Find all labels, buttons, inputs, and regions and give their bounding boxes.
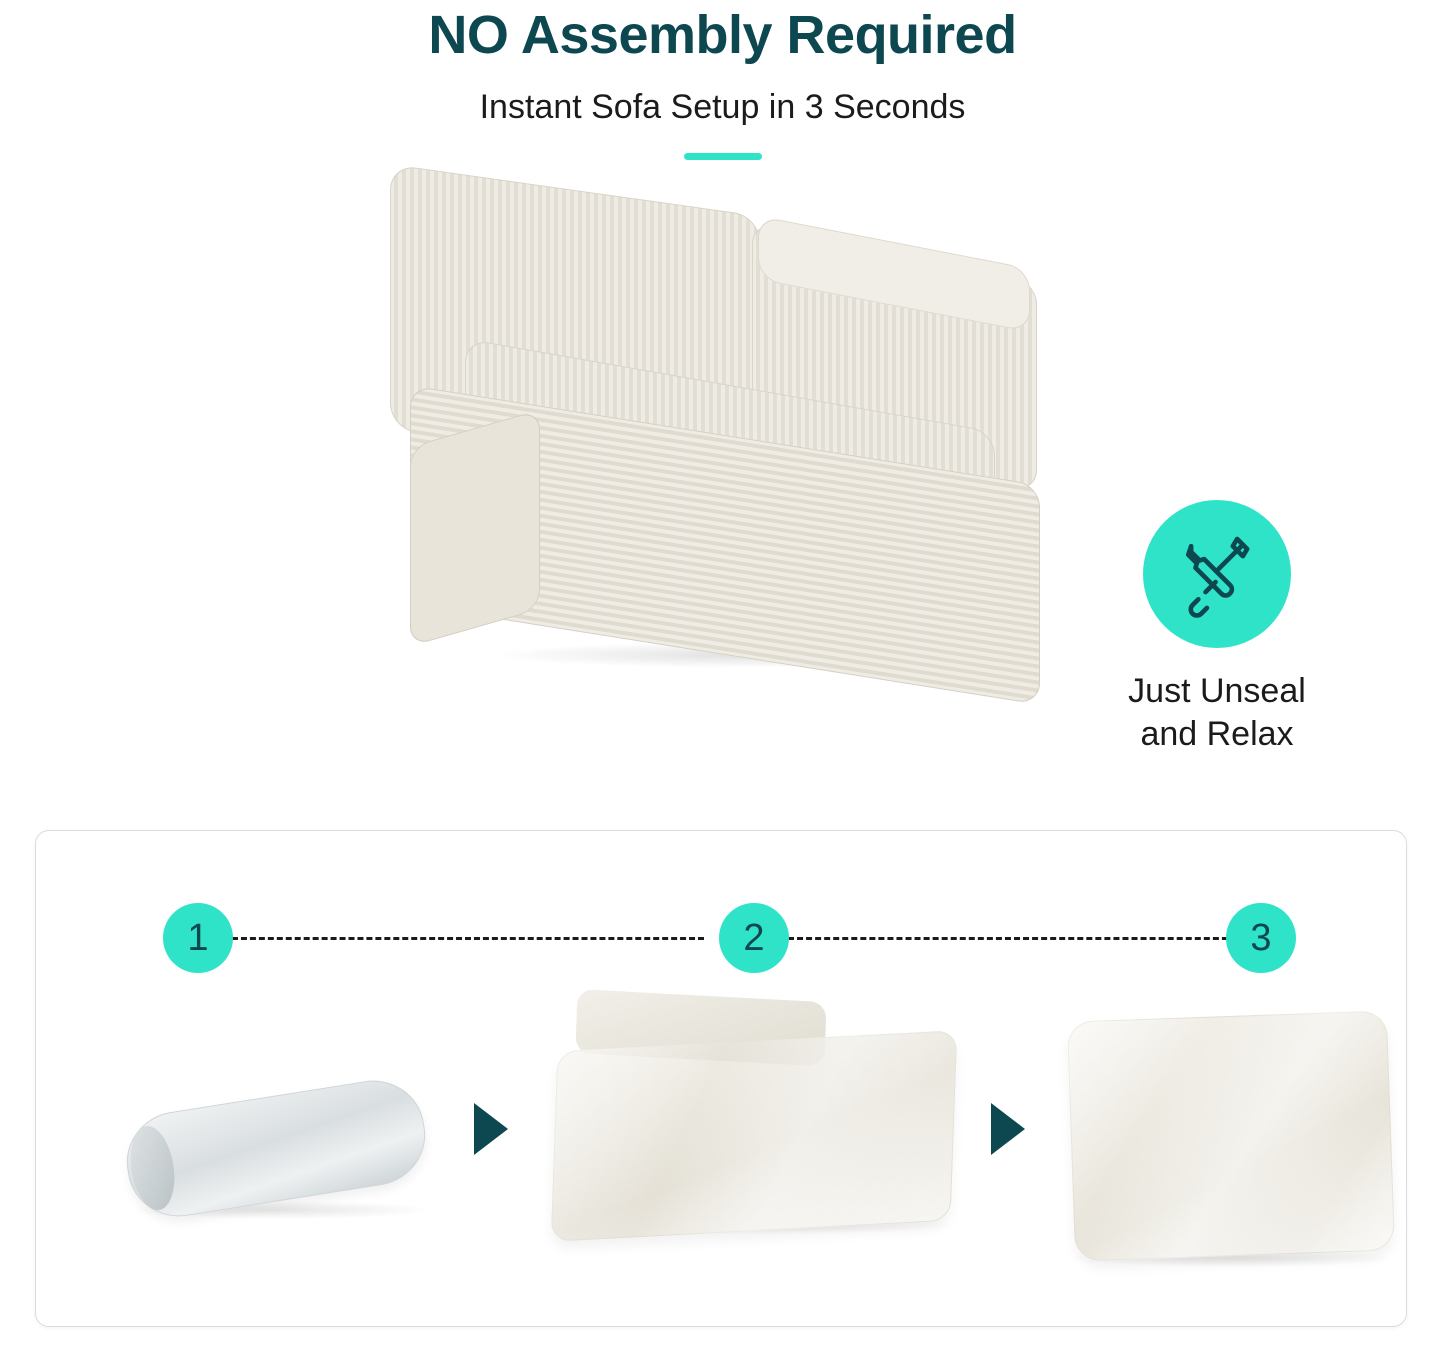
no-tools-badge bbox=[1067, 500, 1367, 755]
product-image-sofa bbox=[370, 180, 1090, 710]
steps-panel bbox=[35, 830, 1407, 1327]
header bbox=[0, 0, 1445, 160]
sofa-base-side bbox=[410, 410, 540, 647]
package-image-step-3 bbox=[1067, 1010, 1395, 1261]
badge-caption bbox=[1067, 670, 1367, 755]
step-badge-3: 3 bbox=[1226, 903, 1296, 973]
page-title: NO Assembly Required bbox=[428, 5, 1017, 65]
step-badge-1: 1 bbox=[163, 903, 233, 973]
package-image-step-2 bbox=[551, 1030, 957, 1241]
badge-circle bbox=[1143, 500, 1291, 648]
step-connector-2-3 bbox=[788, 937, 1246, 940]
step-badge-2: 2 bbox=[719, 903, 789, 973]
arrow-right-icon-1 bbox=[474, 1103, 508, 1155]
hero-section bbox=[0, 160, 1445, 760]
page-subtitle: Instant Sofa Setup in 3 Seconds bbox=[479, 88, 966, 127]
step-connector-1-2 bbox=[232, 937, 704, 940]
badge-caption-line-2: and Relax bbox=[1140, 714, 1294, 753]
package-image-step-1 bbox=[120, 1073, 433, 1224]
arrow-right-icon-2 bbox=[991, 1103, 1025, 1155]
accent-divider bbox=[684, 153, 762, 160]
badge-caption-line-1: Just Unseal bbox=[1128, 672, 1306, 711]
steps-connector-track bbox=[36, 903, 1406, 973]
tools-wrench-screwdriver-icon bbox=[1171, 526, 1263, 623]
